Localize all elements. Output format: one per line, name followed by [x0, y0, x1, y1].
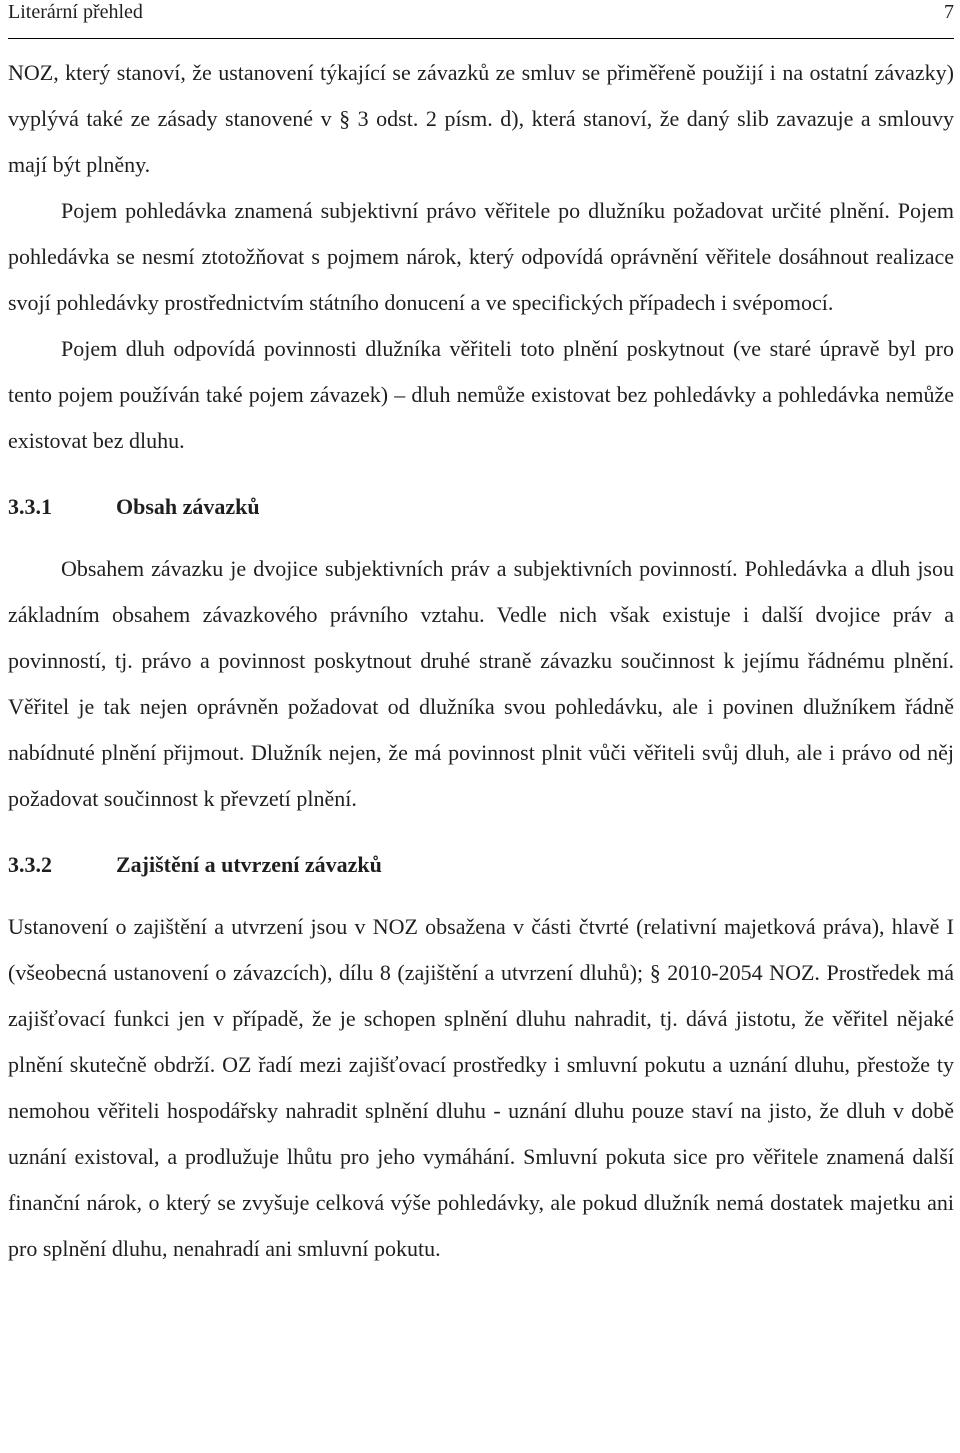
paragraph-dluh: Pojem dluh odpovídá povinnosti dlužníka věřiteli toto plnění poskytnout (ve staré úpravě byl pro tento pojem používán také pojem závazek) – dluh nemůže existovat bez pohledávky a pohledávka nemůže existovat bez dluhu.: [8, 336, 954, 453]
running-header: [8, 0, 954, 39]
paragraph-zajisteni: Ustanovení o zajištění a utvrzení jsou v NOZ obsažena v části čtvrté (relativní majetková práva), hlavě I (všeobecná ustanovení o závazcích), dílu 8 (zajištění a utvrzení dluhů); § 2010-2054 NOZ. Prostředek má zajišťovací funkci jen v případě, že je schopen splnění dluhu nahradit, tj. dává jistotu, že věřitel nějaké plnění skutečně obdrží. OZ řadí mezi zajišťovací prostředky i smluvní pokutu a uznání dluhu, přestože ty nemohou věřiteli hospodářsky nahradit splnění dluhu - uznání dluhu pouze staví na jisto, že dluh v době uznání existoval, a prodlužuje lhůtu pro jeho vymáhání. Smluvní pokuta sice pro věřitele znamená další finanční nárok, o který se zvyšuje celková výše pohledávky, ale pokud dlužník nemá dostatek majetku ani pro splnění dluhu, nenahradí ani smluvní pokutu.: [8, 914, 954, 1261]
section-heading-zajisteni: [8, 842, 954, 888]
page-content: [8, 50, 954, 1272]
section-title: Obsah závazků: [116, 494, 260, 519]
spacer: [8, 888, 954, 904]
paragraph-pohledavka: Pojem pohledávka znamená subjektivní právo věřitele po dlužníku požadovat určité plnění. Pojem pohledávka se nesmí ztotožňovat s pojmem nárok, který odpovídá oprávnění věřitele dosáhnout realizace svojí pohledávky prostřednictvím státního donucení a ve specifických případech i svépomocí.: [8, 198, 954, 315]
section-number: 3.3.2: [8, 852, 52, 877]
header-title: Literární přehled: [8, 1, 143, 23]
section-heading-obsah-zavazku: [8, 484, 954, 530]
section-title: Zajištění a utvrzení závazků: [116, 852, 382, 877]
spacer: [8, 464, 954, 484]
spacer: [8, 822, 954, 842]
spacer: [8, 530, 954, 546]
paragraph-obsah-zavazku: Obsahem závazku je dvojice subjektivních práv a subjektivních povinností. Pohledávka a dluh jsou základním obsahem závazkového právního vztahu. Vedle nich však existuje i další dvojice práv a povinností, tj. právo a povinnost poskytnout druhé straně závazku součinnost k jejímu řádnému plnění. Věřitel je tak nejen oprávněn požadovat od dlužníka svou pohledávku, ale i povinen dlužníkem řádně nabídnuté plnění přijmout. Dlužník nejen, že má povinnost plnit vůči věřiteli svůj dluh, ale i právo od něj požadovat součinnost k převzetí plnění.: [8, 556, 954, 811]
section-number: 3.3.1: [8, 494, 52, 519]
paragraph-continuation: NOZ, který stanoví, že ustanovení týkající se závazků ze smluv se přiměřeně použijí i na ostatní závazky) vyplývá také ze zásady stanovené v § 3 odst. 2 písm. d), která stanoví, že daný slib zavazuje a smlouvy mají být plněny.: [8, 60, 954, 177]
page-number: 7: [944, 1, 954, 23]
